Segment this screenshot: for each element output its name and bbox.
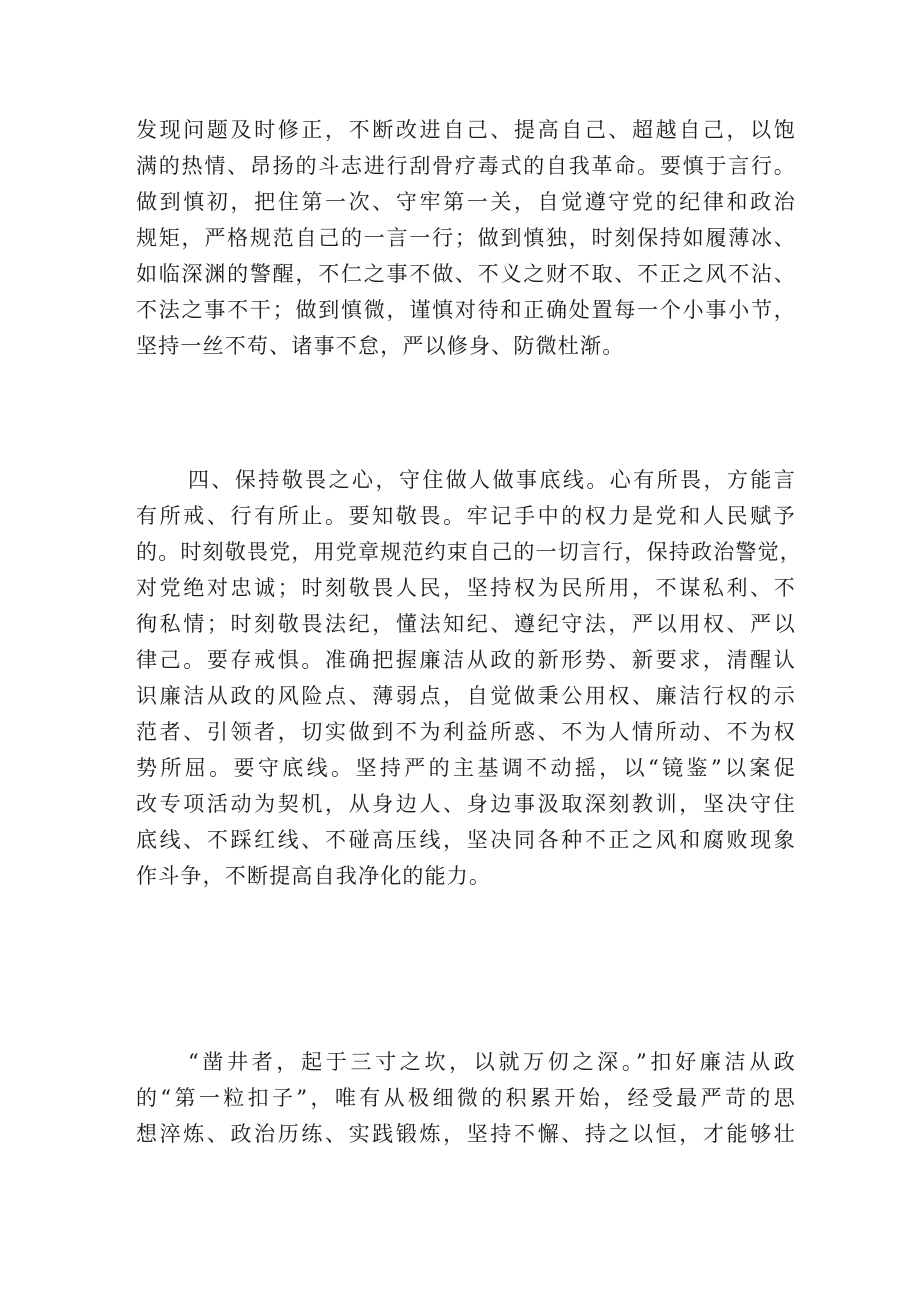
text-line: 满的热情、昂扬的斗志进行刮骨疗毒式的自我革命。要慎于言行。: [136, 154, 796, 178]
text-line: 的“第一粒扣子”，唯有从极细微的积累开始，经受最严苛的思: [136, 1086, 796, 1110]
text-line: 如临深渊的警醒，不仁之事不做、不义之财不取、不正之风不沾、: [136, 262, 796, 286]
text-line: 底线、不踩红线、不碰高压线，坚决同各种不正之风和腐败现象: [136, 828, 796, 852]
paragraph-1: [136, 112, 796, 364]
text-line: 做到慎初，把住第一次、守牢第一关，自觉遵守党的纪律和政治: [136, 190, 796, 214]
text-line: 作斗争，不断提高自我净化的能力。: [136, 864, 492, 888]
text-line: 有所戒、行有所止。要知敬畏。牢记手中的权力是党和人民赋予: [136, 504, 796, 528]
paragraph-3: [136, 1044, 796, 1152]
text-line: 改专项活动为契机，从身边人、身边事汲取深刻教训，坚决守住: [136, 792, 796, 816]
text-line: 对党绝对忠诚；时刻敬畏人民，坚持权为民所用，不谋私利、不: [136, 576, 796, 600]
text-line: 徇私情；时刻敬畏法纪，懂法知纪、遵纪守法，严以用权、严以: [136, 612, 796, 636]
text-line: 的。时刻敬畏党，用党章规范约束自己的一切言行，保持政治警觉，: [136, 540, 802, 564]
text-line: 势所屈。要守底线。坚持严的主基调不动摇，以“镜鉴”以案促: [136, 756, 796, 780]
section-heading-line: 四、保持敬畏之心，守住做人做事底线。心有所畏，方能言: [188, 468, 796, 492]
text-line: 想淬炼、政治历练、实践锻炼，坚持不懈、持之以恒，才能够壮: [136, 1122, 796, 1146]
text-line: 范者、引领者，切实做到不为利益所惑、不为人情所动、不为权: [136, 720, 796, 744]
quote-line: “凿井者，起于三寸之坎，以就万仞之深。”扣好廉洁从政: [188, 1050, 796, 1074]
text-line: 律己。要存戒惧。准确把握廉洁从政的新形势、新要求，清醒认: [136, 648, 796, 672]
text-line: 识廉洁从政的风险点、薄弱点，自觉做秉公用权、廉洁行权的示: [136, 684, 796, 708]
text-line: 不法之事不干；做到慎微，谨慎对待和正确处置每一个小事小节，: [136, 298, 796, 322]
text-line: 规矩，严格规范自己的一言一行；做到慎独，时刻保持如履薄冰、: [136, 226, 796, 250]
text-line: 坚持一丝不苟、诸事不怠，严以修身、防微杜渐。: [136, 334, 625, 358]
text-line: 发现问题及时修正，不断改进自己、提高自己、超越自己，以饱: [136, 118, 796, 142]
paragraph-2: [136, 462, 802, 894]
